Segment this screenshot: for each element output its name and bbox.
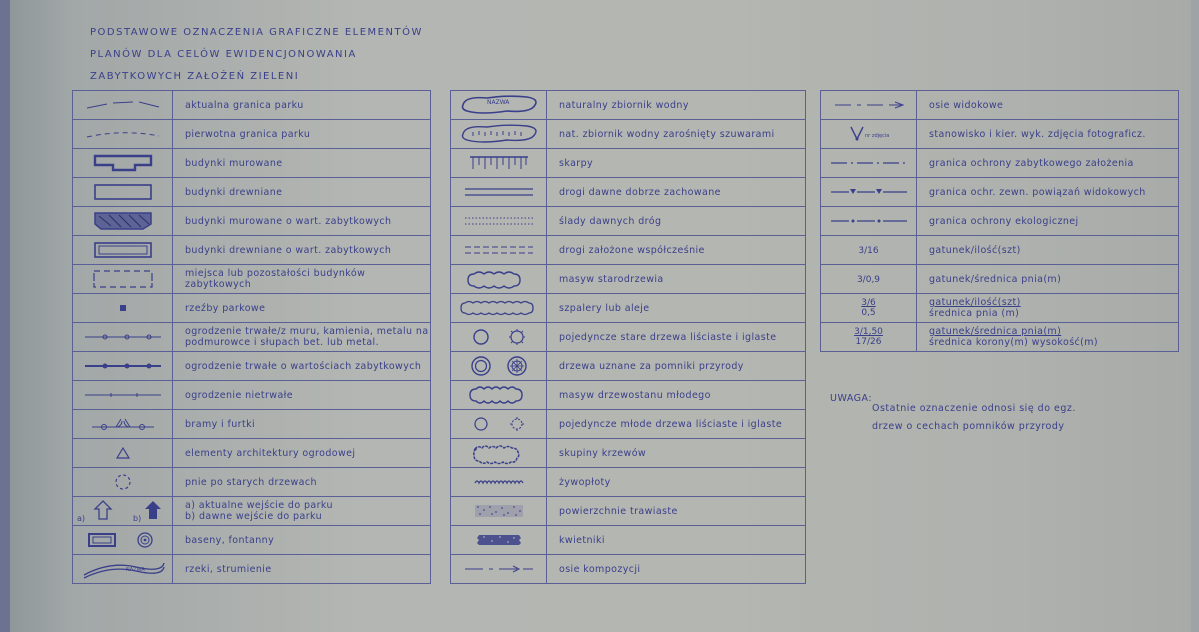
legend-label: gatunek/średnica pnia(m) xyxy=(917,265,1179,294)
legend-row xyxy=(451,294,806,323)
legend-row xyxy=(73,497,431,526)
legend-label: pojedyncze stare drzewa liściaste i iglaste xyxy=(547,323,806,352)
legend-row xyxy=(451,207,806,236)
legend-title xyxy=(90,22,423,88)
entrance-icon xyxy=(73,497,173,526)
legend-row xyxy=(451,352,806,381)
historic-wooden-building-icon xyxy=(73,236,173,265)
legend-label: powierzchnie trawiaste xyxy=(547,497,806,526)
notation-numerator: 3/1,50 xyxy=(854,327,883,337)
legend-row xyxy=(73,468,431,497)
legend-row xyxy=(451,178,806,207)
sculpture-icon xyxy=(73,294,173,323)
legend-row xyxy=(821,120,1179,149)
legend-row xyxy=(451,381,806,410)
note xyxy=(830,392,1076,434)
note-heading: UWAGA: xyxy=(830,393,873,404)
title-line-2: PLANÓW DLA CELÓW EWIDENCJONOWANIA xyxy=(90,49,357,60)
legend-row xyxy=(821,91,1179,120)
natural-pond-icon xyxy=(451,91,547,120)
single-old-trees-icon xyxy=(451,323,547,352)
legend-label: skupiny krzewów xyxy=(547,439,806,468)
legend-label: drzewa uznane za pomniki przyrody xyxy=(547,352,806,381)
legend-row xyxy=(73,381,431,410)
entrance-a-marker: a) xyxy=(76,514,85,523)
legend-label-a: a) aktualne wejście do parku xyxy=(185,500,333,511)
sheet-right-edge xyxy=(1191,0,1199,632)
legend-table-1 xyxy=(72,90,431,584)
legend-table-3 xyxy=(820,90,1179,352)
notation-denominator: 17/26 xyxy=(855,337,882,347)
building-remains-icon xyxy=(73,265,173,294)
note-line-2: drzew o cechach pomników przyrody xyxy=(872,421,1065,432)
tree-count-notation xyxy=(821,236,917,265)
legend-row xyxy=(451,468,806,497)
entrance-b-marker: b) xyxy=(132,514,141,523)
legend-label: masyw drzewostanu młodego xyxy=(547,381,806,410)
heritage-protection-boundary-icon xyxy=(821,149,917,178)
note-line-1: Ostatnie oznaczenie odnosi się do egz. xyxy=(872,403,1076,414)
legend-label-b: b) dawne wejście do parku xyxy=(185,511,323,522)
legend-label: miejsca lub pozostałości budynków zabytkowych xyxy=(173,265,431,294)
legend-label: skarpy xyxy=(547,149,806,178)
legend-row xyxy=(821,323,1179,352)
legend-label: budynki murowane xyxy=(173,149,431,178)
legend-label: granica ochrony ekologicznej xyxy=(917,207,1179,236)
title-line-1: PODSTAWOWE OZNACZENIA GRAFICZNE ELEMENTÓW xyxy=(90,27,423,38)
legend-row xyxy=(451,439,806,468)
river-icon xyxy=(73,555,173,584)
legend-row xyxy=(451,91,806,120)
young-stand-icon xyxy=(451,381,547,410)
legend-label: drogi założone współcześnie xyxy=(547,236,806,265)
photo-number-label: nr zdjęcia xyxy=(864,133,889,139)
notation-value: 3/0,9 xyxy=(856,274,881,285)
legend-label-bottom: średnica pnia (m) xyxy=(929,308,1020,319)
single-young-trees-icon xyxy=(451,410,547,439)
legend-label: szpalery lub aleje xyxy=(547,294,806,323)
legend-row xyxy=(451,323,806,352)
pool-fountain-icon xyxy=(73,526,173,555)
pond-name-label: NAZWA xyxy=(486,99,509,106)
legend-row xyxy=(451,555,806,584)
flowerbed-icon xyxy=(451,526,547,555)
shrub-group-icon xyxy=(451,439,547,468)
legend-label-top: gatunek/ilość(szt) xyxy=(929,297,1021,308)
legend-row xyxy=(451,120,806,149)
legend-label-bottom: średnica korony(m) wysokość(m) xyxy=(929,337,1099,348)
view-axis-icon xyxy=(821,91,917,120)
historic-fence-icon xyxy=(73,352,173,381)
notation-denominator: 0,5 xyxy=(861,308,876,318)
legend-label: elementy architektury ogrodowej xyxy=(173,439,431,468)
legend-label: gatunek/ilość(szt) xyxy=(917,236,1179,265)
notation-numerator: 3/6 xyxy=(861,298,876,308)
legend-label: granica ochr. zewn. powiązań widokowych xyxy=(917,178,1179,207)
legend-label: budynki drewniane o wart. zabytkowych xyxy=(173,236,431,265)
photo-position-icon xyxy=(821,120,917,149)
historic-brick-building-icon xyxy=(73,207,173,236)
wooden-building-icon xyxy=(73,178,173,207)
legend-label: bramy i furtki xyxy=(173,410,431,439)
legend-row xyxy=(821,149,1179,178)
legend-row xyxy=(73,410,431,439)
legend-row xyxy=(73,439,431,468)
dotted-boundary-icon xyxy=(73,120,173,149)
legend-label: pierwotna granica parku xyxy=(173,120,431,149)
legend-label: nat. zbiornik wodny zarośnięty szuwarami xyxy=(547,120,806,149)
legend-label: osie widokowe xyxy=(917,91,1179,120)
legend-label: ogrodzenie trwałe o wartościach zabytkowych xyxy=(173,352,431,381)
road-traces-icon xyxy=(451,207,547,236)
sheet-left-edge xyxy=(0,0,10,632)
legend-label: drogi dawne dobrze zachowane xyxy=(547,178,806,207)
legend-label: ogrodzenie nietrwałe xyxy=(173,381,431,410)
title-line-3: ZABYTKOWYCH ZAŁOŻEŃ ZIELENI xyxy=(90,71,300,82)
legend-label: ślady dawnych dróg xyxy=(547,207,806,236)
legend-label: granica ochrony zabytkowego założenia xyxy=(917,149,1179,178)
legend-label: budynki murowane o wart. zabytkowych xyxy=(173,207,431,236)
legend-row xyxy=(821,294,1179,323)
legend-label: stanowisko i kier. wyk. zdjęcia fotograficz. xyxy=(917,120,1179,149)
legend-row xyxy=(73,265,431,294)
legend-label xyxy=(917,323,1179,352)
modern-road-icon xyxy=(451,236,547,265)
grass-area-icon xyxy=(451,497,547,526)
legend-row xyxy=(821,265,1179,294)
garden-architecture-icon xyxy=(73,439,173,468)
legend-label xyxy=(173,497,431,526)
view-protection-boundary-icon xyxy=(821,178,917,207)
legend-row xyxy=(73,555,431,584)
legend-row xyxy=(73,526,431,555)
escarpment-icon xyxy=(451,149,547,178)
legend-row xyxy=(451,236,806,265)
legend-label: budynki drewniane xyxy=(173,178,431,207)
legend-table-2 xyxy=(450,90,806,584)
legend-label: masyw starodrzewia xyxy=(547,265,806,294)
legend-row xyxy=(451,149,806,178)
legend-label: żywopłoty xyxy=(547,468,806,497)
legend-label xyxy=(917,294,1179,323)
legend-row xyxy=(73,236,431,265)
tree-alley-icon xyxy=(451,294,547,323)
legend-label: osie kompozycji xyxy=(547,555,806,584)
legend-row xyxy=(451,526,806,555)
ecological-protection-boundary-icon xyxy=(821,207,917,236)
legend-row xyxy=(821,207,1179,236)
legend-label: baseny, fontanny xyxy=(173,526,431,555)
legend-label: rzeki, strumienie xyxy=(173,555,431,584)
dashed-boundary-icon xyxy=(73,91,173,120)
legend-label: rzeźby parkowe xyxy=(173,294,431,323)
legend-row xyxy=(73,149,431,178)
monument-tree-notation xyxy=(821,323,917,352)
tree-stump-icon xyxy=(73,468,173,497)
monument-trees-icon xyxy=(451,352,547,381)
legend-row xyxy=(73,178,431,207)
gate-icon xyxy=(73,410,173,439)
notation-value: 3/16 xyxy=(858,245,879,256)
legend-row xyxy=(451,410,806,439)
composition-axis-icon xyxy=(451,555,547,584)
legend-label-top: gatunek/średnica pnia(m) xyxy=(929,326,1062,337)
old-tree-mass-icon xyxy=(451,265,547,294)
legend-row xyxy=(821,178,1179,207)
legend-row xyxy=(73,294,431,323)
legend-label: ogrodzenie trwałe/z muru, kamienia, metalu na podmurowce i słupach bet. lub metal. xyxy=(173,323,431,352)
river-name-label: NAZWA xyxy=(125,567,145,573)
legend-label: pnie po starych drzewach xyxy=(173,468,431,497)
permanent-fence-icon xyxy=(73,323,173,352)
tree-diameter-notation xyxy=(821,265,917,294)
tree-count-diameter-notation xyxy=(821,294,917,323)
legend-label: aktualna granica parku xyxy=(173,91,431,120)
brick-building-icon xyxy=(73,149,173,178)
legend-row xyxy=(821,236,1179,265)
legend-row xyxy=(451,497,806,526)
legend-row xyxy=(451,265,806,294)
overgrown-pond-icon xyxy=(451,120,547,149)
legend-label: naturalny zbiornik wodny xyxy=(547,91,806,120)
legend-row xyxy=(73,120,431,149)
legend-row xyxy=(73,207,431,236)
legend-row xyxy=(73,323,431,352)
legend-label: kwietniki xyxy=(547,526,806,555)
legend-row xyxy=(73,352,431,381)
hedge-icon xyxy=(451,468,547,497)
legend-label: pojedyncze młode drzewa liściaste i iglaste xyxy=(547,410,806,439)
temporary-fence-icon xyxy=(73,381,173,410)
legend-row xyxy=(73,91,431,120)
old-road-icon xyxy=(451,178,547,207)
